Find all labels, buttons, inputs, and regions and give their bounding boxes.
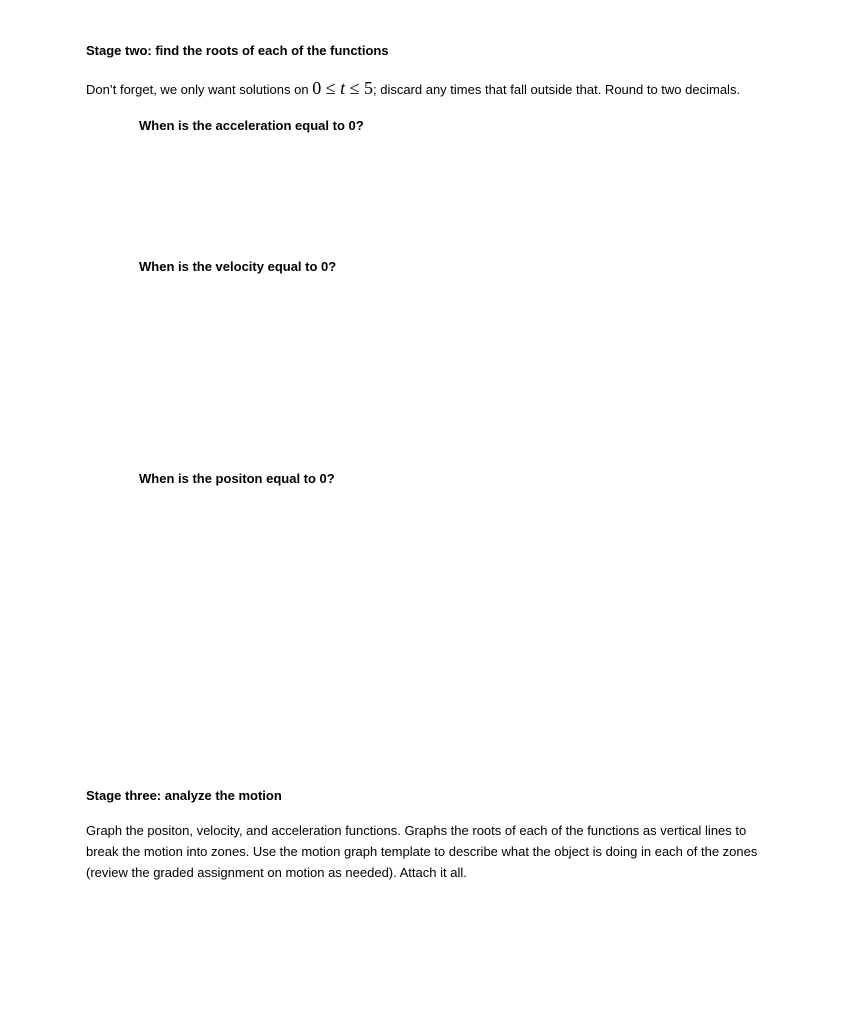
stage-two-instruction	[86, 78, 740, 100]
question-velocity: When is the velocity equal to 0?	[139, 259, 337, 274]
stage-two-heading: Stage two: find the roots of each of the functions	[86, 43, 389, 58]
instruction-text-before: Don’t forget, we only want solutions on	[86, 82, 313, 97]
time-interval-math: 0 ≤ t ≤ 5	[312, 78, 373, 98]
question-acceleration: When is the acceleration equal to 0?	[139, 118, 364, 133]
question-position: When is the positon equal to 0?	[139, 471, 335, 486]
stage-three-body: Graph the positon, velocity, and acceleration functions. Graphs the roots of each of the functions as vertical lines to break the motion into zones. Use the motion graph template to describe what the object is doing in each of the zones (review the graded assignment on motion as needed). Attach it all.	[86, 823, 758, 880]
instruction-text-after: ; discard any times that fall outside that. Round to two decimals.	[372, 82, 741, 97]
stage-three-heading: Stage three: analyze the motion	[86, 788, 282, 803]
